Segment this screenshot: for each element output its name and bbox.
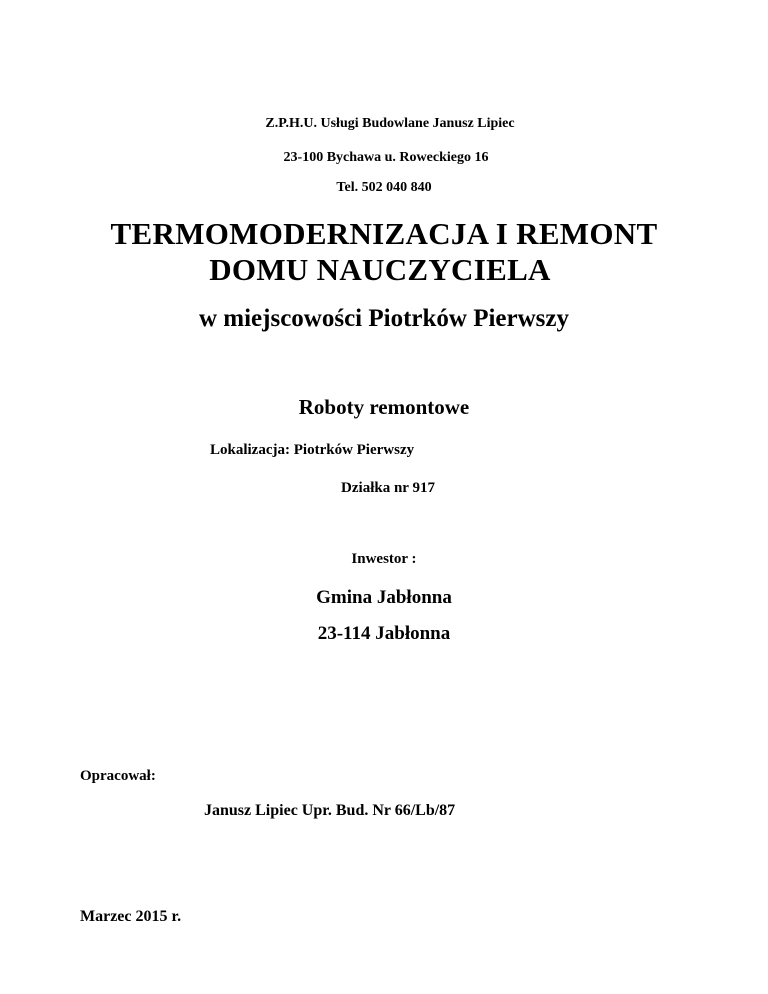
company-address: 23-100 Bychawa u. Roweckiego 16 xyxy=(283,150,489,165)
document-title-line-1: TERMOMODERNIZACJA I REMONT xyxy=(110,216,658,251)
company-phone: Tel. 502 040 840 xyxy=(336,180,432,195)
location: Lokalizacja: Piotrków Pierwszy xyxy=(210,442,415,458)
document-date: Marzec 2015 r. xyxy=(80,908,182,925)
works-type: Roboty remontowe xyxy=(298,395,470,419)
investor-name: Gmina Jabłonna xyxy=(316,587,452,608)
plot-number: Działka nr 917 xyxy=(341,480,435,496)
prepared-by-label: Opracował: xyxy=(80,768,156,784)
investor-address: 23-114 Jabłonna xyxy=(317,623,451,644)
prepared-by-name: Janusz Lipiec Upr. Bud. Nr 66/Lb/87 xyxy=(204,802,456,819)
document-title-line-2: DOMU NAUCZYCIELA xyxy=(209,252,551,287)
investor-label: Inwestor : xyxy=(351,551,417,567)
document-subtitle: w miejscowości Piotrków Pierwszy xyxy=(198,305,570,332)
company-name: Z.P.H.U. Usługi Budowlane Janusz Lipiec xyxy=(265,116,515,131)
